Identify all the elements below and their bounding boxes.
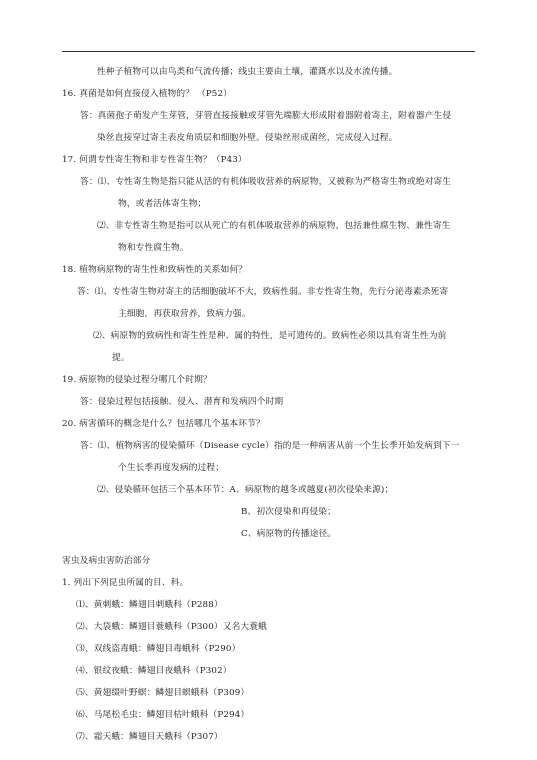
text-line: ⑵、病原物的致病性和寄生性是种、属的特性，是可遗传的。致病性必须以具有寄生性为前: [93, 331, 447, 341]
list-item: ⑺、霜天蛾：鳞翅目天蛾科（P307）: [76, 732, 223, 742]
text-line: 物，或者活体寄生物；: [118, 199, 207, 209]
question-heading: 19. 病原物的侵染过程分哪几个时期？: [62, 375, 212, 385]
text-line: ⑵、非专性寄生物是指可以从死亡的有机体吸取营养的病原物，包括兼性腐生物、兼性寄生: [97, 221, 451, 231]
list-item: ⑴、黄刺蛾：鳞翅目刺蛾科（P288）: [76, 600, 223, 610]
text-line: C、病原物的传播途径。: [241, 529, 337, 539]
list-item: ⑸、黄翅缀叶野螟：鳞翅目螟蛾科（P309）: [76, 688, 250, 698]
question-heading: 20. 病害循环的概念是什么？包括哪几个基本环节？: [62, 419, 265, 429]
text-line: 提。: [112, 353, 130, 363]
section-heading: 害虫及病虫害防治部分: [62, 556, 151, 566]
question-heading: 17. 何谓专性寄生物和非专性寄生物？（P43）: [62, 155, 247, 165]
text-line: 主细胞，再获取营养，致病力强。: [118, 309, 251, 319]
question-heading: 1. 列出下列昆虫所属的目、科。: [62, 578, 189, 588]
list-item: ⑵、大袋蛾：鳞翅目蓑蛾科（P300）又名大蓑蛾: [76, 622, 267, 632]
header-rule: [62, 51, 475, 52]
answer-line: 答：⑴、植物病害的侵染循环（Disease cycle）指的是一种病害从前一个生长季开始发病到下一: [80, 441, 460, 451]
text-line: ⑵、侵染循环包括三个基本环节：A、病原物的越冬或越夏(初次侵染来源)；: [97, 485, 394, 495]
answer-line: 答：⑴、专性寄生物对寄主的活细胞破坏不大，致病性弱。非专性寄生物，先行分泌毒素杀死寄: [77, 287, 449, 297]
list-item: ⑶、双线盗毒蛾：鳞翅目毒蛾科（P290）: [76, 644, 241, 654]
list-item: ⑷、银纹夜蛾：鳞翅目夜蛾科（P302）: [76, 666, 232, 676]
answer-line: 答：真菌孢子萌发产生芽管，芽管直接接触或芽管先端膨大形成附着器附着寄主，附着器产生侵: [80, 111, 452, 121]
answer-line: 答：⑴、专性寄生物是指只能从活的有机体吸收营养的病原物，又被称为严格寄生物或绝对寄生: [80, 177, 452, 187]
text-line: 性种子植物可以由鸟类和气流传播；线虫主要由土壤，灌溉水以及水流传播。: [97, 67, 398, 77]
question-heading: 16. 真菌是如何直接侵入植物的？ （P52）: [62, 89, 233, 99]
text-line: 物和专性腐生物。: [118, 243, 189, 253]
text-line: 个生长季再度发病的过程；: [118, 463, 225, 473]
question-heading: 18. 植物病原物的寄生性和致病性的关系如何？: [62, 265, 248, 275]
list-item: ⑹、马尾松毛虫：鳞翅目枯叶蛾科（P294）: [76, 710, 250, 720]
text-line: B、初次侵染和再侵染；: [241, 507, 336, 517]
answer-line: 答：侵染过程包括接触、侵入、潜育和发病四个时期: [80, 397, 284, 407]
text-line: 染丝直接穿过寄主表皮角质层和细胞外壁。侵染丝形成菌丝，完成侵入过程。: [97, 133, 398, 143]
